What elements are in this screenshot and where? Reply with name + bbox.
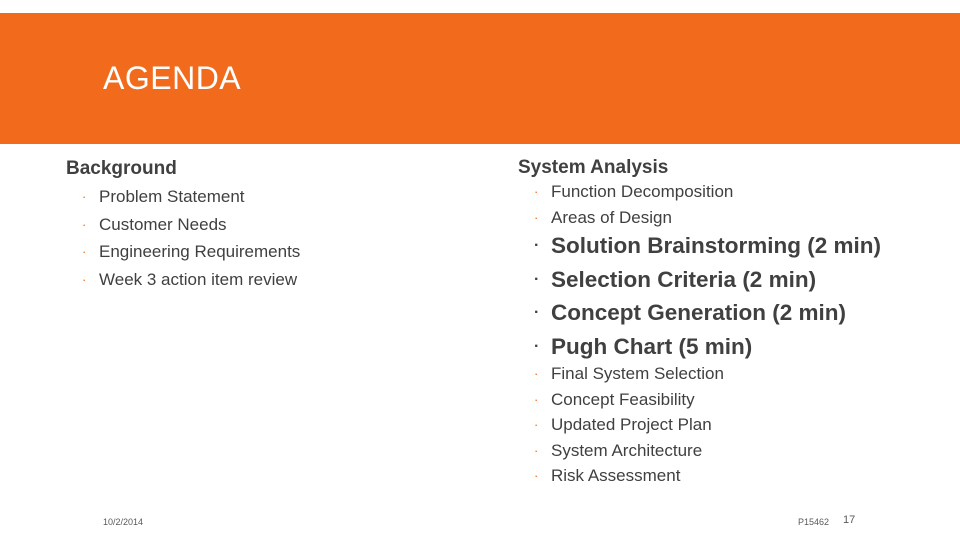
list-item-label: Concept Generation (2 min) xyxy=(551,300,847,325)
list-item-label: Concept Feasibility xyxy=(551,389,695,409)
bullet-icon: · xyxy=(534,442,539,458)
system-analysis-list-top xyxy=(532,179,733,230)
bullet-icon: · xyxy=(534,184,539,199)
list-item-label: Engineering Requirements xyxy=(99,242,301,261)
list-item-label: Problem Statement xyxy=(99,187,245,206)
list-item xyxy=(532,361,724,387)
list-item-label: Selection Criteria (2 min) xyxy=(551,266,817,292)
list-item xyxy=(532,179,733,205)
list-item-label: Updated Project Plan xyxy=(551,415,712,434)
list-item-label: Solution Brainstorming (2 min) xyxy=(551,233,881,258)
list-item xyxy=(80,183,300,211)
list-item-label: Areas of Design xyxy=(551,207,672,227)
footer-project-code: P15462 xyxy=(798,517,830,527)
bullet-icon: · xyxy=(82,189,87,204)
system-analysis-list-bottom xyxy=(532,361,724,489)
list-item-label: Customer Needs xyxy=(99,214,227,234)
list-item xyxy=(532,438,724,464)
bullet-icon: · xyxy=(534,366,539,381)
bullet-icon: · xyxy=(82,271,87,287)
bullet-icon: · xyxy=(534,468,539,483)
list-item xyxy=(80,238,300,266)
list-item xyxy=(532,229,881,263)
list-item xyxy=(80,266,300,294)
background-heading: Background xyxy=(66,158,177,179)
bullet-icon: · xyxy=(534,270,540,288)
list-item xyxy=(532,387,724,413)
system-analysis-list-emphasized xyxy=(532,229,881,363)
list-item-label: System Architecture xyxy=(551,440,703,460)
list-item xyxy=(532,330,881,364)
list-item-label: Week 3 action item review xyxy=(99,269,298,289)
list-item xyxy=(532,205,733,231)
page-number: 17 xyxy=(843,514,856,526)
bullet-icon: · xyxy=(534,209,539,225)
bullet-icon: · xyxy=(534,391,539,407)
system-analysis-heading: System Analysis xyxy=(518,157,669,178)
list-item xyxy=(532,463,724,489)
bullet-icon: · xyxy=(534,237,540,254)
list-item xyxy=(532,263,881,297)
bullet-icon: · xyxy=(82,244,87,259)
list-item-label: Pugh Chart (5 min) xyxy=(551,333,753,359)
list-item-label: Final System Selection xyxy=(551,364,724,383)
list-item-label: Risk Assessment xyxy=(551,466,681,485)
bullet-icon: · xyxy=(534,304,540,321)
list-item xyxy=(80,211,300,239)
bullet-icon: · xyxy=(82,216,87,232)
list-item xyxy=(532,412,724,438)
bullet-icon: · xyxy=(534,337,540,355)
background-list xyxy=(80,183,300,293)
footer-date: 10/2/2014 xyxy=(103,517,144,527)
list-item-label: Function Decomposition xyxy=(551,182,734,201)
list-item xyxy=(532,296,881,330)
bullet-icon: · xyxy=(534,417,539,432)
slide-title: AGENDA xyxy=(103,60,242,96)
